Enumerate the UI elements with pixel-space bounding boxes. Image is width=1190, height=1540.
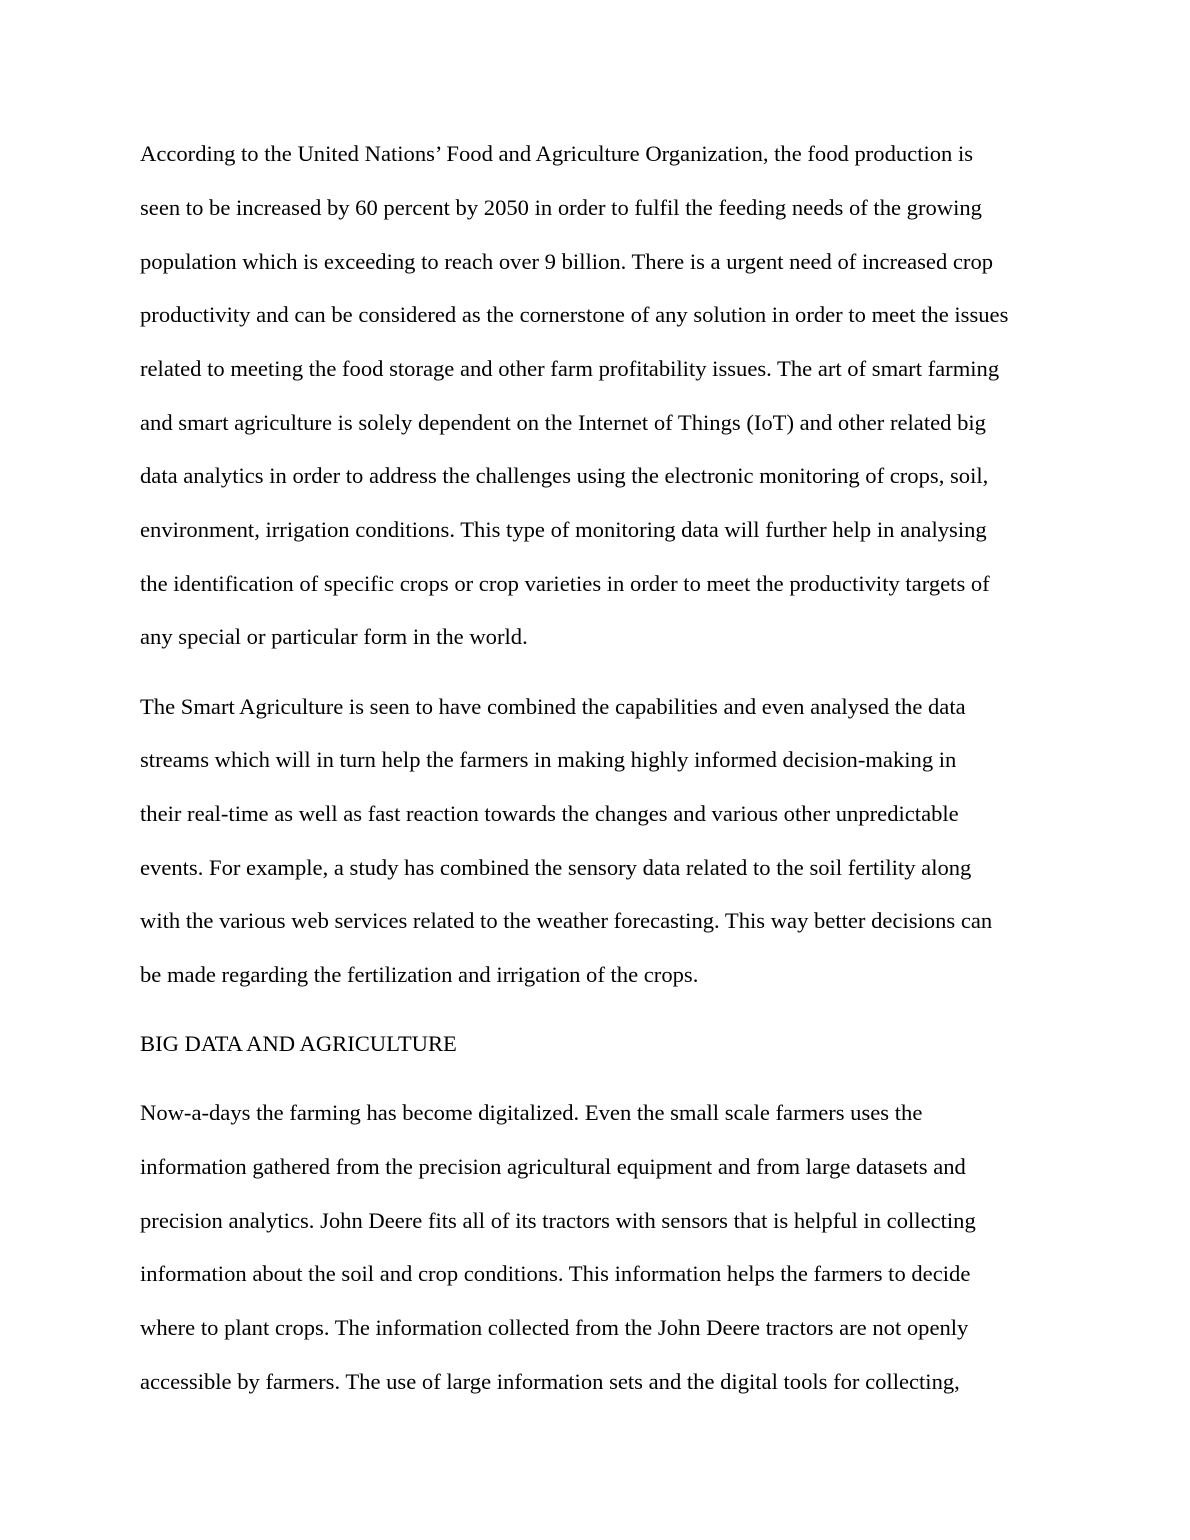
section-heading: BIG DATA AND AGRICULTURE xyxy=(140,1031,457,1056)
paragraph-line: precision analytics. John Deere fits all of its tractors with sensors that is helpful in collecting xyxy=(140,1208,976,1233)
paragraph-line: with the various web services related to the weather forecasting. This way better decisions can xyxy=(140,908,993,933)
paragraph-line: and smart agriculture is solely dependent on the Internet of Things (IoT) and other related big xyxy=(140,410,986,435)
paragraph-line: environment, irrigation conditions. This type of monitoring data will further help in analysing xyxy=(140,517,987,542)
paragraph-line: According to the United Nations’ Food and Agriculture Organization, the food production is xyxy=(140,141,974,166)
paragraph-line: events. For example, a study has combined the sensory data related to the soil fertility along xyxy=(140,855,972,880)
paragraph-line: population which is exceeding to reach over 9 billion. There is a urgent need of increased crop xyxy=(140,249,994,274)
paragraph-line: productivity and can be considered as the cornerstone of any solution in order to meet the issues xyxy=(140,302,1009,327)
paragraph-line: the identification of specific crops or crop varieties in order to meet the productivity targets of xyxy=(140,571,990,596)
paragraph-line: where to plant crops. The information collected from the John Deere tractors are not openly xyxy=(140,1315,969,1340)
paragraph-line: information about the soil and crop conditions. This information helps the farmers to decide xyxy=(140,1261,971,1286)
paragraph-line: their real-time as well as fast reaction towards the changes and various other unpredictable xyxy=(140,801,959,826)
paragraph-line: accessible by farmers. The use of large information sets and the digital tools for collecting, xyxy=(140,1369,960,1394)
paragraph-line: any special or particular form in the world. xyxy=(140,624,528,649)
paragraph-line: be made regarding the fertilization and irrigation of the crops. xyxy=(140,962,699,987)
paragraph-line: Now-a-days the farming has become digitalized. Even the small scale farmers uses the xyxy=(140,1100,923,1125)
paragraph-line: information gathered from the precision agricultural equipment and from large datasets and xyxy=(140,1154,966,1179)
paragraph-line: seen to be increased by 60 percent by 2050 in order to fulfil the feeding needs of the growing xyxy=(140,195,982,220)
paragraph-line: The Smart Agriculture is seen to have combined the capabilities and even analysed the data xyxy=(140,694,966,719)
paragraph-line: related to meeting the food storage and other farm profitability issues. The art of smart farming xyxy=(140,356,1000,381)
paragraph-line: data analytics in order to address the challenges using the electronic monitoring of crops, soil, xyxy=(140,463,989,488)
paragraph-line: streams which will in turn help the farmers in making highly informed decision-making in xyxy=(140,747,957,772)
